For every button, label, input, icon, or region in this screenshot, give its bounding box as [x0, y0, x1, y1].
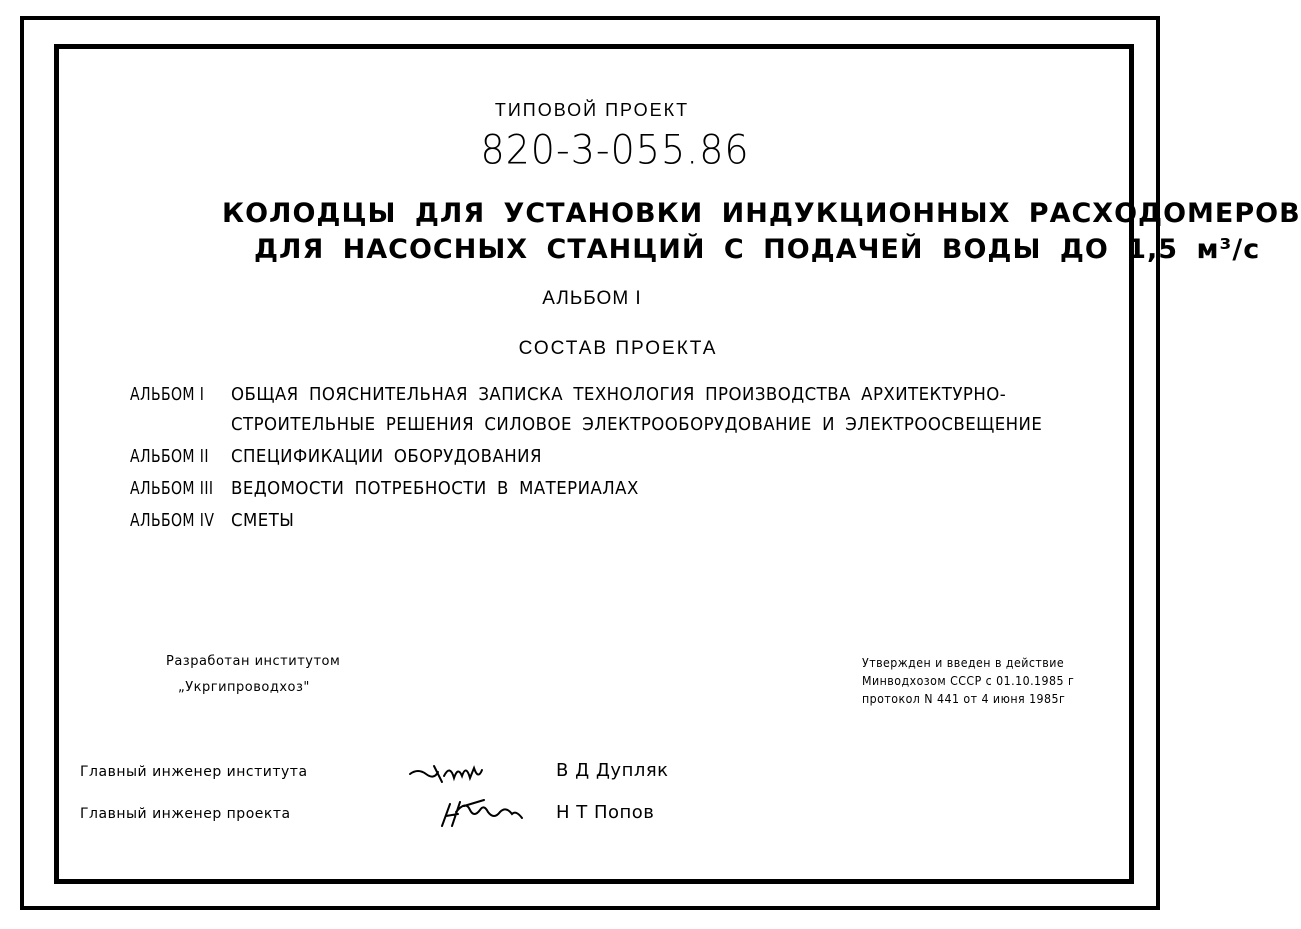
- album-label-3: АЛЬБОМ III: [130, 478, 214, 499]
- approval-line-3: протокол N 441 от 4 июня 1985г: [862, 692, 1066, 706]
- composition-title: СОСТАВ ПРОЕКТА: [518, 338, 718, 359]
- signature-1-handwriting: [408, 760, 488, 786]
- title-line-1: КОЛОДЦЫ ДЛЯ УСТАНОВКИ ИНДУКЦИОННЫХ РАСХОДОМЕРОВ: [222, 198, 1301, 229]
- album-text-1-line-1: ОБЩАЯ ПОЯСНИТЕЛЬНАЯ ЗАПИСКА ТЕХНОЛОГИЯ ПРОИЗВОДСТВА АРХИТЕКТУРНО-: [231, 384, 1007, 405]
- album-text-2: СПЕЦИФИКАЦИИ ОБОРУДОВАНИЯ: [231, 446, 542, 467]
- album-label-1: АЛЬБОМ I: [130, 384, 205, 405]
- album-text-3: ВЕДОМОСТИ ПОТРЕБНОСТИ В МАТЕРИАЛАХ: [231, 478, 639, 499]
- project-type: ТИПОВОЙ ПРОЕКТ: [494, 100, 690, 120]
- project-number: 820-3-055.86: [480, 126, 750, 174]
- signature-role-2: Главный инженер проекта: [80, 806, 291, 822]
- developer-line-1: Разработан институтом: [166, 654, 341, 669]
- signature-2-handwriting: [440, 796, 524, 830]
- title-line-2: ДЛЯ НАСОСНЫХ СТАНЦИЙ С ПОДАЧЕЙ ВОДЫ ДО 1,5 м³/с: [254, 234, 1261, 265]
- album-text-4: СМЕТЫ: [231, 510, 295, 531]
- signature-role-1: Главный инженер института: [80, 764, 308, 780]
- album-title: АЛЬБОМ I: [542, 288, 642, 309]
- signature-name-2: Н Т Попов: [556, 802, 655, 823]
- developer-line-2: „Укргипроводхоз": [178, 680, 310, 695]
- signature-name-1: В Д Дупляк: [556, 760, 669, 781]
- album-label-4: АЛЬБОМ IV: [130, 510, 215, 531]
- album-text-1-line-2: СТРОИТЕЛЬНЫЕ РЕШЕНИЯ СИЛОВОЕ ЭЛЕКТРООБОРУДОВАНИЕ И ЭЛЕКТРООСВЕЩЕНИЕ: [231, 414, 1043, 435]
- approval-line-2: Минводхозом СССР с 01.10.1985 г: [862, 674, 1075, 688]
- approval-line-1: Утвержден и введен в действие: [862, 656, 1065, 670]
- album-label-2: АЛЬБОМ II: [130, 446, 209, 467]
